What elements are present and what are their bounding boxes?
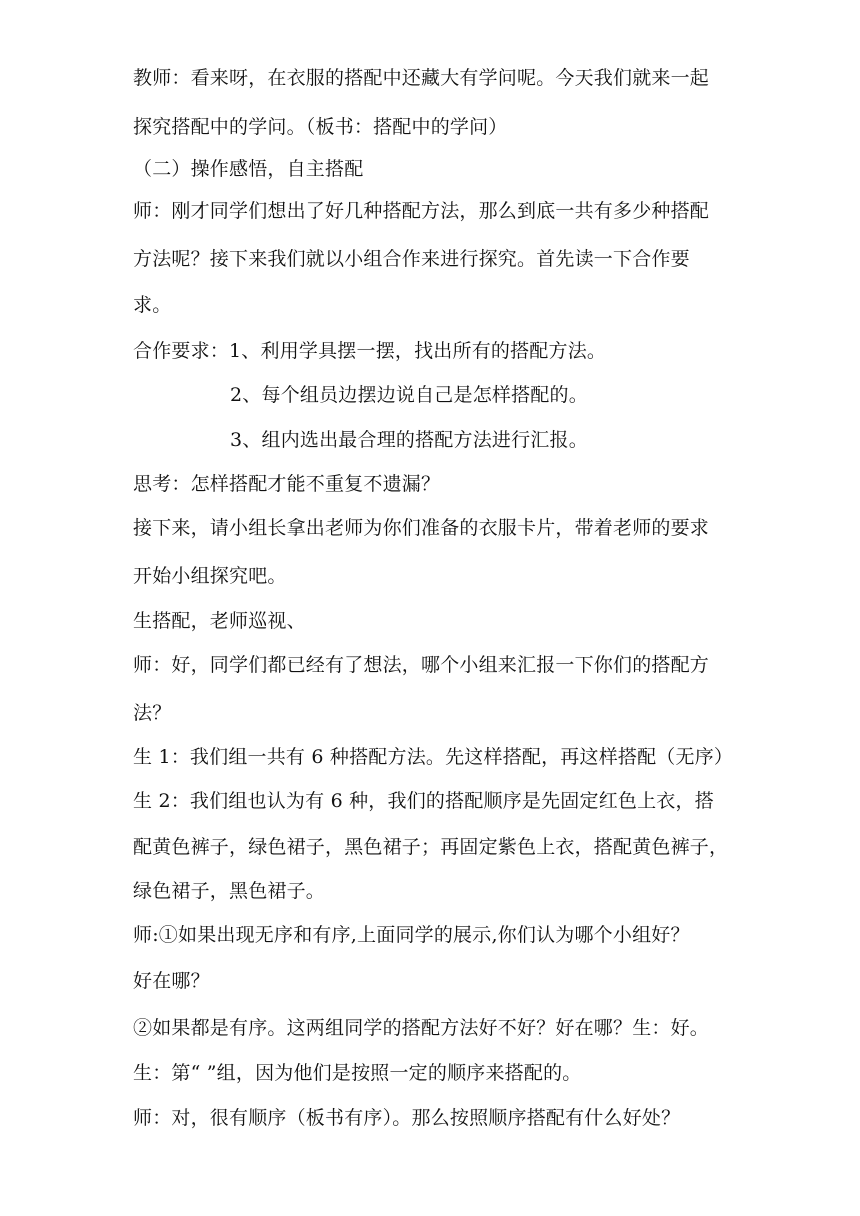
text-line: 生搭配，老师巡视、 (133, 610, 306, 632)
text-line: 师:①如果出现无序和有序,上面同学的展示,你们认为哪个小组好？ (133, 924, 690, 946)
text-line: 法？ (133, 702, 172, 724)
text-line: 生 1：我们组一共有 6 种搭配方法。先这样搭配，再这样搭配（无序） (133, 746, 734, 768)
text-line: 绿色裙子，黑色裙子。 (133, 880, 326, 902)
text-line: 思考：怎样搭配才能不重复不遗漏？ (133, 473, 441, 495)
text-line: 2、每个组员边摆边说自己是怎样搭配的。 (230, 384, 588, 406)
text-line: 方法呢？接下来我们就以小组合作来进行探究。首先读一下合作要 (133, 248, 690, 270)
text-line: 合作要求：1、利用学具摆一摆，找出所有的搭配方法。 (133, 340, 607, 362)
text-line: 开始小组探究吧。 (133, 565, 287, 587)
text-line: 师：刚才同学们想出了好几种搭配方法，那么到底一共有多少种搭配 (133, 200, 710, 222)
text-line: 教师：看来呀，在衣服的搭配中还藏大有学问呢。今天我们就来一起 (133, 67, 710, 89)
text-line: 配黄色裤子，绿色裙子，黑色裙子；再固定紫色上衣，搭配黄色裤子， (133, 836, 729, 858)
section-heading: （二）操作感悟，自主搭配 (133, 158, 364, 180)
text-line: 接下来，请小组长拿出老师为你们准备的衣服卡片，带着老师的要求 (133, 517, 710, 539)
text-line: 探究搭配中的学问。（板书：搭配中的学问） (133, 116, 508, 138)
text-line: 师：好，同学们都已经有了想法，哪个小组来汇报一下你们的搭配方 (133, 654, 710, 676)
text-line: 求。 (133, 294, 172, 316)
text-line: 好在哪？ (133, 970, 210, 992)
text-line: ②如果都是有序。这两组同学的搭配方法好不好？好在哪？生：好。 (133, 1017, 710, 1039)
text-line: 3、组内选出最合理的搭配方法进行汇报。 (230, 429, 588, 451)
text-line: 生 2：我们组也认为有 6 种，我们的搭配顺序是先固定红色上衣，搭 (133, 790, 714, 812)
text-line: 生：第“ ”组，因为他们是按照一定的顺序来搭配的。 (133, 1062, 582, 1084)
text-line: 师：对，很有顺序（板书有序）。那么按照顺序搭配有什么好处？ (133, 1107, 681, 1129)
